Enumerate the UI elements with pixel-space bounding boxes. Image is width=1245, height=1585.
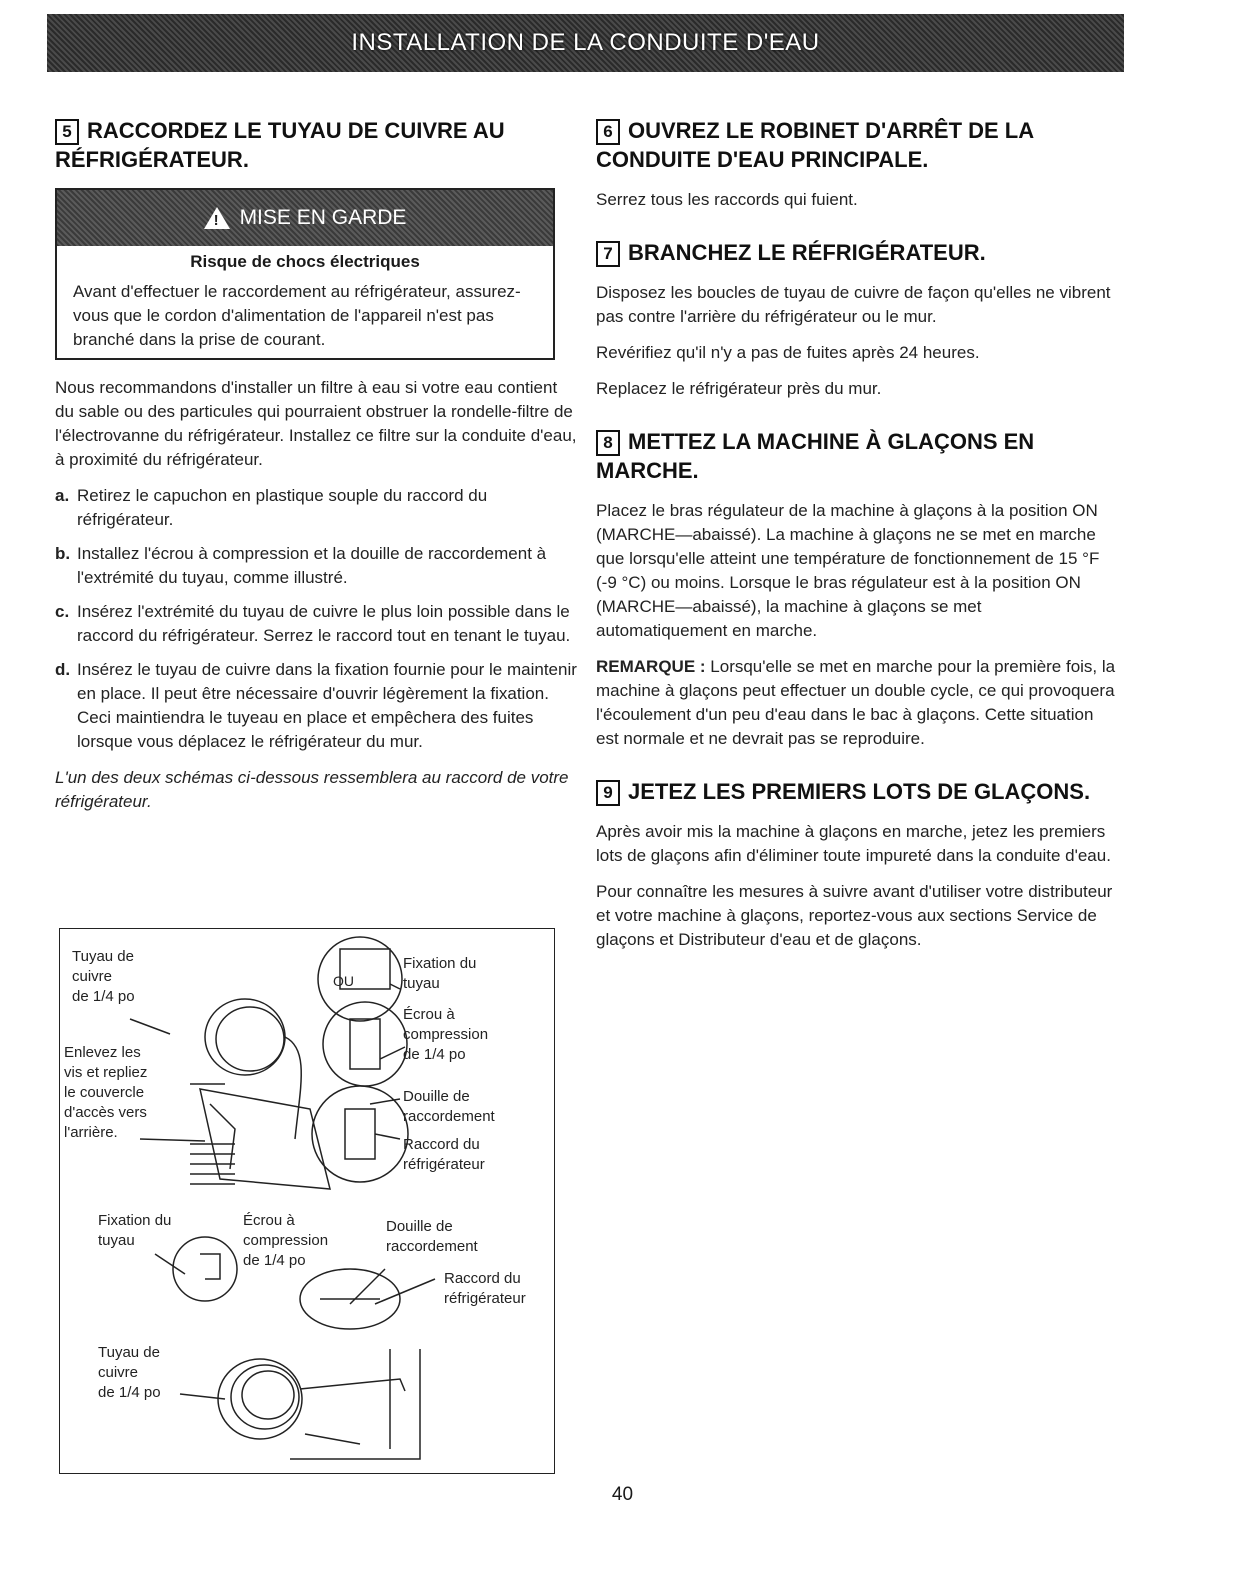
step9-number: 9 — [596, 780, 620, 806]
caution-label: MISE EN GARDE — [239, 206, 407, 229]
step5-number: 5 — [55, 119, 79, 145]
caution-header — [57, 190, 553, 246]
label-tube-clamp-top: Fixation du tuyau — [403, 955, 477, 992]
warning-triangle-icon — [204, 207, 230, 229]
step5-instructions — [55, 484, 577, 754]
step6-number: 6 — [596, 119, 620, 145]
page-number: 40 — [611, 1484, 634, 1505]
label-remove-screws: Enlevez les vis et repliez le couvercle d'accès vers l'arrière. — [64, 1044, 148, 1141]
right-column — [596, 116, 1116, 964]
label-compression-nut-top: Écrou à compression de 1/4 po — [403, 1006, 489, 1063]
step7-heading — [596, 238, 1116, 267]
caution-risk: Risque de chocs électriques — [190, 252, 420, 271]
step7-title: BRANCHEZ LE RÉFRIGÉRATEUR. — [628, 240, 986, 265]
step5-intro: Nous recommandons d'installer un filtre à eau si votre eau contient du sable ou des particules qui pourraient obstruer la rondelle-filtre de l'électrovanne du réfrigérateur. Installez ce filtre sur la conduite d'eau, à proximité du réfrigérateur. — [55, 378, 577, 469]
step9-heading — [596, 777, 1116, 806]
label-fridge-fitting-top: Raccord du réfrigérateur — [403, 1136, 485, 1173]
remark-text: Lorsqu'elle se met en marche pour la première fois, la machine à glaçons peut effectuer un double cycle, ce qui provoquera l'écoulement d'un peu d'eau dans le bac à glaçons. Cette situation est normale et ne devrait pas se reproduire. — [596, 657, 1116, 748]
step8-p1: Placez le bras régulateur de la machine à glaçons à la position ON (MARCHE—abaissé). La machine à glaçons ne se met en marche que lorsqu'elle atteint une température de fonctionnement de 15 °F (-9 °C) ou moins. Lorsque le bras régulateur est à la position ON (MARCHE—abaissé), la machine à glaçons se met automatiquement en marche. — [596, 501, 1100, 640]
caution-text: Avant d'effectuer le raccordement au réfrigérateur, assurez-vous que le cordon d'alimentation de l'appareil n'est pas branché dans la prise de courant. — [73, 282, 521, 349]
list-item: c. Insérez l'extrémité du tuyau de cuivre le plus loin possible dans le raccord du réfrigérateur. Serrez le raccord tout en tenant le tuyau. — [55, 602, 571, 645]
step8-title: METTEZ LA MACHINE À GLAÇONS EN MARCHE. — [596, 429, 1035, 483]
label-copper-tube-bottom: Tuyau de cuivre de 1/4 po — [98, 1344, 161, 1401]
step9-p1: Après avoir mis la machine à glaçons en marche, jetez les premiers lots de glaçons afin d'éliminer toute impureté dans la conduite d'eau. — [596, 822, 1111, 865]
step8-remark — [596, 655, 1116, 751]
step5-title: RACCORDEZ LE TUYAU DE CUIVRE AU RÉFRIGÉRATEUR. — [55, 118, 505, 172]
label-copper-tube-top: Tuyau de cuivre de 1/4 po — [72, 948, 135, 1005]
remark-label: REMARQUE : — [596, 657, 706, 676]
step6-text: Serrez tous les raccords qui fuient. — [596, 190, 858, 209]
step9-title: JETEZ LES PREMIERS LOTS DE GLAÇONS. — [628, 779, 1091, 804]
label-fridge-fitting-bottom: Raccord du réfrigérateur — [444, 1270, 526, 1307]
step6-title: OUVREZ LE ROBINET D'ARRÊT DE LA CONDUITE D'EAU PRINCIPALE. — [596, 118, 1034, 172]
caution-box — [55, 188, 555, 360]
list-item: b. Installez l'écrou à compression et la douille de raccordement à l'extrémité du tuyau, comme illustré. — [55, 544, 547, 587]
diagram-note: L'un des deux schémas ci-dessous ressemblera au raccord de votre réfrigérateur. — [55, 768, 569, 811]
step8-number: 8 — [596, 430, 620, 456]
label-tube-clamp-bottom: Fixation du tuyau — [98, 1212, 172, 1249]
caution-body — [57, 246, 553, 358]
label-or: OU — [333, 973, 354, 989]
step7-number: 7 — [596, 241, 620, 267]
step7-p3: Replacez le réfrigérateur près du mur. — [596, 379, 882, 398]
step7-p1: Disposez les boucles de tuyau de cuivre de façon qu'elles ne vibrent pas contre l'arrière du réfrigérateur ou le mur. — [596, 283, 1111, 326]
left-column — [55, 116, 577, 826]
connection-diagram — [59, 928, 555, 1474]
list-item: d. Insérez le tuyau de cuivre dans la fixation fournie pour le maintenir en place. Il peut être nécessaire d'ouvrir légèrement la fixation. Ceci maintiendra le tuyeau en place et empêchera des fuites lorsque vous déplacez le réfrigérateur du mur. — [55, 660, 577, 751]
step6-heading — [596, 116, 1116, 174]
label-compression-nut-bottom: Écrou à compression de 1/4 po — [243, 1212, 329, 1269]
step8-heading — [596, 427, 1116, 485]
step9-p2: Pour connaître les mesures à suivre avant d'utiliser votre distributeur et votre machine à glaçons, reportez-vous aux sections Service de glaçons et Distributeur d'eau et de glaçons. — [596, 882, 1113, 949]
step7-p2: Revérifiez qu'il n'y a pas de fuites après 24 heures. — [596, 343, 980, 362]
step5-heading — [55, 116, 577, 174]
section-title: INSTALLATION DE LA CONDUITE D'EAU — [351, 29, 820, 56]
section-header-banner — [47, 14, 1124, 72]
list-item: a. Retirez le capuchon en plastique souple du raccord du réfrigérateur. — [55, 486, 488, 529]
label-ferrule-top: Douille de raccordement — [403, 1088, 495, 1125]
label-ferrule-bottom: Douille de raccordement — [386, 1218, 478, 1255]
